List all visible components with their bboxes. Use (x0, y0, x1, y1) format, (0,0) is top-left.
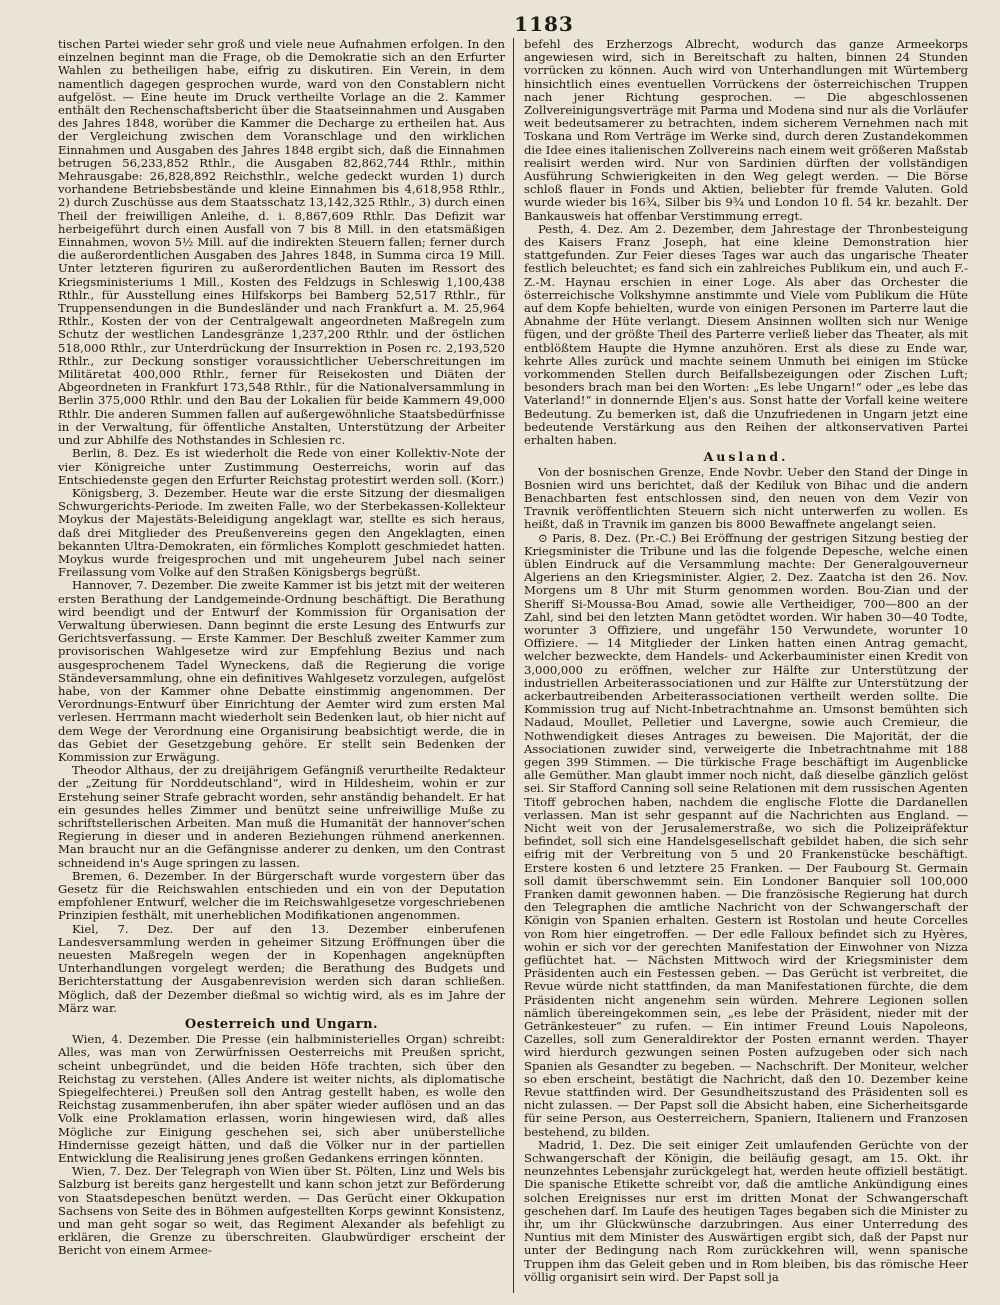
article-wien-continuation: befehl des Erzherzogs Albrecht, wodurch das ganze Armeekorps angewiesen wird, sich in Bereitschaft zu halten, binnen 24 Stunden vorrücken zu können. Auch wird von Unterhandlungen mit Würtemberg hinsichtlich eines eventuellen Vorrückens der österreichischen Truppen nach jener Richtung gesprochen. — Die abgeschlossenen Zollvereinigungsverträge mit Parma und Modena sind nur als die Vorläufer weit bedeutsamerer zu betrachten, indem sicherem Vernehmen nach mit Toskana und Rom Verträge im Werke sind, durch deren Zustandekommen die Idee eines italienischen Zollvereins nach einem weit größeren Maßstab realisirt werden wird. Nur von Sardinien dürften der vollständigen Ausführung Schwierigkeiten in den Weg gelegt werden. — Die Börse schloß flauer in Fonds und Aktien, beliebter für fremde Valuten. Gold wurde wieder bis 16¾, Silber bis 9¾ und London 10 fl. 54 kr. bezahlt. Der Bankausweis hat offenbar Verstimmung erregt. (524, 38, 968, 223)
article-kiel: Kiel, 7. Dez. Der auf den 13. Dezember einberufenen Landesversammlung werden in geheimer Sitzung Eröffnungen über die neuesten Maßregeln wegen der in Kopenhagen angeknüpften Unterhandlungen vorgelegt werden; die Berathung des Budgets und Berichterstattung der Ausgabenrevision werden sich daran schließen. Möglich, daß der Dezember dießmal so wichtig wird, als es im Jahre der März war. (58, 921, 505, 1015)
article-wien-4: Wien, 4. Dezember. Die Presse (ein halbministerielles Organ) schreibt: Alles, was man von Zerwürfnissen Oesterreichs mit Preußen spricht, scheint unbegründet, und die beiden Höfe trachten, sich über den Reichstag zu verstehen. (Alles Andere ist weiter nichts, als diplomatische Spiegelfechterei.) Preußen soll den Antrag gestellt haben, es wolle den Reichstag zusammenberufen, ihn aber später wieder auflösen und an das Volk eine Proklamation erlassen, worin hingewiesen wird, daß alles Mögliche zur Einigung geschehen sei, sich aber unüberstelliche Hindernisse gezeigt hätten, und daß die Völker nur in der partiellen Entwicklung die Realisirung jenes großen Gedankens erringen könnten. (58, 1032, 505, 1166)
article-bosnische-grenze: Von der bosnischen Grenze, Ende Novbr. Ueber den Stand der Dinge in Bosnien wird uns berichtet, daß der Kediluk von Bihac und die andern Benachbarten fest entschlossen sind, den neuen von dem Vezir von Travnik veröffentlichten Steuern sich nicht unterwerfen zu wollen. Es heißt, daß in Travnik im ganzen bis 8000 Bewaffnete angelangt seien. (524, 464, 968, 532)
page-number: 1183 (514, 12, 574, 36)
left-column (58, 38, 513, 1293)
two-column-body (58, 38, 970, 1293)
article-continuation: tischen Partei wieder sehr groß und viele neue Aufnahmen erfolgen. In den einzelnen beginnt man die Frage, ob die Demokratie sich an den Erfurter Wahlen zu betheiligen habe, eifrig zu diskutiren. Ein Verein, in dem namentlich dagegen gesprochen wurde, ward von den Constablern nicht aufgelöst. — Eine heute im Druck vertheilte Vorlage an die 2. Kammer enthält den Rechenschaftsbericht über die Staatseinnahmen und Ausgaben des Jahres 1848, worüber die Kammer die Decharge zu ertheilen hat. Aus der Vergleichung zwischen dem Voranschlage und den wirklichen Einnahmen und Ausgaben des Jahres 1848 ergibt sich, daß die Einnahmen betrugen 56,233,852 Rthlr., die Ausgaben 82,862,744 Rthlr., mithin Mehrausgabe: 26,828,892 Reichsthlr., welche gedeckt wurden 1) durch vorhandene Betriebsbestände und kleine Einnahmen bis 4,618,958 Rthlr., 2) durch Zuschüsse aus dem Staatsschatz 13,142,325 Rthlr., 3) durch einen Theil der freiwilligen Anleihe, d. i. 8,867,609 Rthlr. Das Defizit war herbeigeführt durch einen Ausfall von 7 bis 8 Mill. in den etatsmäßigen Einnahmen, wovon 5½ Mill. auf die indirekten Steuern fallen; ferner durch die außerordentlichen Ausgaben des Jahres 1848, in Summa circa 19 Mill. Unter letzteren figuriren zu außerordentlichen Bauten im Ressort des Kriegsministeriums 1 Mill., Kosten des Feldzugs in Schleswig 1,100,438 Rthlr., für Ausstellung eines Hilfskorps bei Bamberg 52,517 Rthlr., für Truppensendungen in die Bundesländer und nach Frankfurt a. M. 25,964 Rthlr., Kosten der von der Centralgewalt angeordneten Maßregeln zum Schutz der westlichen Landesgränze 1,237,200 Rthlr. und der östlichen 518,000 Rthlr., zur Unterdrückung der Insurrektion in Posen rc. 2,193,520 Rthlr., zur Deckung sonstiger voraussichtlicher Ueberschreitungen im Militäretat 400,000 Rthlr., ferner für Reisekosten und Diäten der Abgeordneten in Frankfurt 173,548 Rthlr., für die Nationalversammlung in Berlin 375,000 Rthlr. und den Bau der Lokalien für beide Kammern 49,000 Rthlr. Die anderen Summen fallen auf außergewöhnliche Staatsbedürfnisse in der Verwaltung, für öffentliche Anstalten, Unterstützung der Arbeiter und zur Abhilfe des Nothstandes in Schlesien rc. (58, 38, 505, 448)
article-althaus: Theodor Althaus, der zu dreijährigem Gefängniß verurtheilte Redakteur der „Zeitung für Norddeutschland“, wird in Hildesheim, wohin er zur Erstehung seiner Strafe gebracht worden, sehr anständig behandelt. Er hat ein gesundes helles Zimmer und benützt seine unfreiwillige Muße zu schriftstellerischen Arbeiten. Man muß die Humanität der hannover'schen Regierung in dieser und in anderen Beziehungen rühmend anerkennen. Man braucht nur an die Gefängnisse anderer zu denken, um den Contrast schneidend in's Auge springen zu lassen. (58, 763, 505, 870)
section-heading-oesterreich: Oesterreich und Ungarn. (184, 1017, 379, 1033)
article-bremen: Bremen, 6. Dezember. In der Bürgerschaft wurde vorgestern über das Gesetz für die Reichswahlen entschieden und ein von der Deputation empfohlener Entwurf, welcher die im Reichswahlgesetze vorgeschriebenen Prinzipien festhält, mit unerheblichen Modifikationen angenommen. (58, 868, 505, 923)
article-pesth: Pesth, 4. Dez. Am 2. Dezember, dem Jahrestage der Thronbesteigung des Kaisers Franz Joseph, hat eine kleine Demonstration hier stattgefunden. Zur Feier dieses Tages war auch das ungarische Theater festlich beleuchtet; es fand sich ein zahlreiches Publikum ein, und auch F.-Z.-M. Haynau erschien in einer Loge. Als aber das Orchester die österreichische Volkshymne anstimmte und Viele vom Publikum die Hüte auf dem Kopfe behielten, wurde von einigen Personen im Parterre laut die Abnahme der Hüte verlangt. Diesem Ansinnen wollten sich nur Wenige fügen, und der größte Theil des Parterre verließ lieber das Theater, als mit entblößtem Haupte die Hymne anzuhören. Erst als diese zu Ende war, kehrte Alles zurück und machte seinem Unmuth bei einigen im Stücke vorkommenden Stellen durch Beifallsbezeigungen oder Zischen Luft; besonders brach man bei den Worten: „Es lebe Ungarn!“ oder „es lebe das Vaterland!“ in donnernde Eljen's aus. Sonst hatte der Vorfall keine weitere Bedeutung. Zu bemerken ist, daß die Unzufriedenen in Ungarn jetzt eine bedeutende Verstärkung aus den Reihen der altkonservativen Partei erhalten haben. (524, 221, 968, 448)
article-madrid: Madrid, 1. Dez. Die seit einiger Zeit umlaufenden Gerüchte von der Schwangerschaft der Königin, die beiläufig gesagt, am 15. Okt. ihr neunzehntes Lebensjahr zurückgelegt hat, werden heute offiziell bestätigt. Die spanische Etikette schreibt vor, daß die amtliche Ankündigung eines solchen Ereignisses nur erst im dritten Monat der Schwangerschaft geschehen darf. Im Laufe des heutigen Tages begaben sich die Minister zu ihr, um ihr Glückwünsche darzubringen. Aus einer Unterredung des Nuntius mit dem Minister des Auswärtigen ergibt sich, daß der Papst nur unter der Bedingung nach Rom zurückkehren will, wenn spanische Truppen ihm das Geleit geben und in Rom bleiben, bis das römische Heer völlig organisirt sein wird. Der Papst soll ja (524, 1137, 968, 1284)
article-paris: ⊙ Paris, 8. Dez. (Pr.-C.) Bei Eröffnung der gestrigen Sitzung bestieg der Kriegsminister die Tribune und las die folgende Depesche, welche einen üblen Eindruck auf die Versammlung machte: Der Generalgouverneur Algeriens an den Kriegsminister. Algier, 2. Dez. Zaatcha ist den 26. Nov. Morgens um 8 Uhr mit Sturm genommen worden. Bou-Zian und der Sheriff Si-Moussa-Bou Amad, sowie alle Vertheidiger, 700—800 an der Zahl, sind bei den letzten Mann getödtet worden. Wir haben 30—40 Todte, worunter 3 Offiziere, und ungefähr 150 Verwundete, worunter 10 Offiziere. — 14 Mitglieder der Linken hatten einen Antrag gemacht, welcher bezweckte, dem Handels- und Ackerbauminister einen Kredit von 3,000,000 zu eröffnen, welcher zur Hälfte zur Unterstützung der industriellen Arbeiterassociationen und zur Hälfte zur Unterstützung der ackerbautreibenden Arbeiterassociationen vertheilt werden sollte. Die Kommission trug auf Nicht-Inbetrachtnahme an. Umsonst bemühten sich Nadaud, Moullet, Pelletier und Lavergne, sowie auch Cremieur, die Nothwendigkeit dieses Antrages zu beweisen. Die Majorität, der die Associationen zuwider sind, verweigerte die Inbetrachtnahme mit 188 gegen 399 Stimmen. — Die türkische Frage beschäftigt im Augenblicke alle Gemüther. Man glaubt immer noch nicht, daß dieselbe gänzlich gelöst sei. Sir Stafford Canning soll seine Relationen mit dem russischen Agenten Titoff gebrochen haben, nachdem die englische Flotte die Dardanellen verlassen. Man ist sehr gespannt auf die Nachrichten aus England. — Nicht weit von der Jerusalemerstraße, wo sich die Polizeipräfektur befindet, soll sich eine Handelsgesellschaft gebildet haben, die sich sehr eifrig mit der Verbreitung von 5 und 20 Frankenstücke beschäftigt. Erstere kosten 6 und letztere 25 Franken. — Der Faubourg St. Germain soll damit überschwemmt sein. Ein Londoner Banquier soll 100,000 Franken damit gewonnen haben. — Die französische Regierung hat durch den Telegraphen die amtliche Nachricht von der Schwangerschaft der Königin von Spanien erhalten. Gestern ist Rostolan und heute Corcelles von Rom hier eingetroffen. — Der edle Falloux befindet sich zu Hyères, wohin er sich vor der gerechten Manifestation der Einwohner von Nizza geflüchtet hat. — Nächsten Mittwoch wird der Kriegsminister dem Präsidenten auch ein Festessen geben. — Das Gerücht ist verbreitet, die Revue würde nicht stattfinden, da man Manifestationen fürchte, die dem Präsidenten nicht angenehm sein würden. Mehrere Legionen sollen nämlich übereingekommen sein, „es lebe der Präsident, nieder mit der Getränkesteuer“ zu rufen. — Ein intimer Freund Louis Napoleons, Cazelles, soll zum Generaldirektor der Posten ernannt werden. Thayer wird hierdurch gezwungen seinen Posten aufzugeben oder sich nach Spanien als Gesandter zu begeben. — Nachschrift. Der Moniteur, welcher so eben erscheint, bestätigt die Nachricht, daß den 10. Dezember keine Revue stattfinden wird. Der Gesundheitszustand des Präsidenten soll es nicht zulassen. — Der Papst soll die Absicht haben, eine Sicherheitsgarde für seine Person, aus Oesterreichern, Spaniern, Italienern und Franzosen bestehend, zu bilden. (524, 530, 968, 1139)
article-berlin: Berlin, 8. Dez. Es ist wiederholt die Rede von einer Kollektiv-Note der vier Königreiche unter Zustimmung Oesterreichs, worin auf das Entschiedenste gegen den Erfurter Reichstag protestirt werden soll. (Korr.) (58, 446, 505, 487)
right-column (513, 38, 968, 1293)
article-koenigsberg: Königsberg, 3. Dezember. Heute war die erste Sitzung der diesmaligen Schwurgerichts-Periode. Im zweiten Falle, wo der Sterbekassen-Kollekteur Moykus der Majestäts-Beleidigung angeklagt war, stellte es sich heraus, daß drei Mitglieder des Preußenvereins gegen den Angeklagten, einen bekannten Ultra-Demokraten, ein förmliches Komplott geschmiedet hatten. Moykus wurde freigesprochen und mit ungeheurem Jubel nach seiner Freilassung vom Volke auf den Straßen Königsbergs begrüßt. (58, 485, 505, 580)
article-wien-7: Wien, 7. Dez. Der Telegraph von Wien über St. Pölten, Linz und Wels bis Salzburg ist bereits ganz hergestellt und kann schon jetzt zur Beförderung von Staatsdepeschen benützt werden. — Das Gerücht einer Okkupation Sachsens von Seite des in Böhmen aufgestellten Korps gewinnt Konsistenz, und man geht sogar so weit, das Regiment Alexander als befehligt zu erklären, die Grenze zu überschreiten. Glaubwürdiger erscheint der Bericht von einem Armee- (58, 1164, 505, 1258)
article-hannover: Hannover, 7. Dezember. Die zweite Kammer ist bis jetzt mit der weiteren ersten Berathung der Landgemeinde-Ordnung beschäftigt. Die Berathung wird beendigt und der Entwurf der Kommission für Organisation der Verwaltung überwiesen. Dann beginnt die erste Lesung des Entwurfs zur Gerichtsverfassung. — Erste Kammer. Der Beschluß zweiter Kammer zum provisorischen Wahlgesetze wird zur Empfehlung Bezius und nach ausgesprochenem Tadel Wyneckens, daß die Regierung die vorige Ständeversammlung, ohne ein definitives Wahlgesetz vorzulegen, aufgelöst habe, von der Kammer ohne Debatte einstimmig angenommen. Der Verordnungs-Entwurf über Einrichtung der Aemter wird zum ersten Mal verlesen. Herrmann macht wiederholt sein Bedenken laut, ob hier nicht auf dem Wege der Verordnung eine Organisirung beabsichtigt werde, die in das Gebiet der Gesetzgebung gehöre. Er stellt sein Bedenken der Kommission zur Erwägung. (58, 578, 505, 764)
section-heading-ausland: Ausland. (703, 449, 789, 465)
